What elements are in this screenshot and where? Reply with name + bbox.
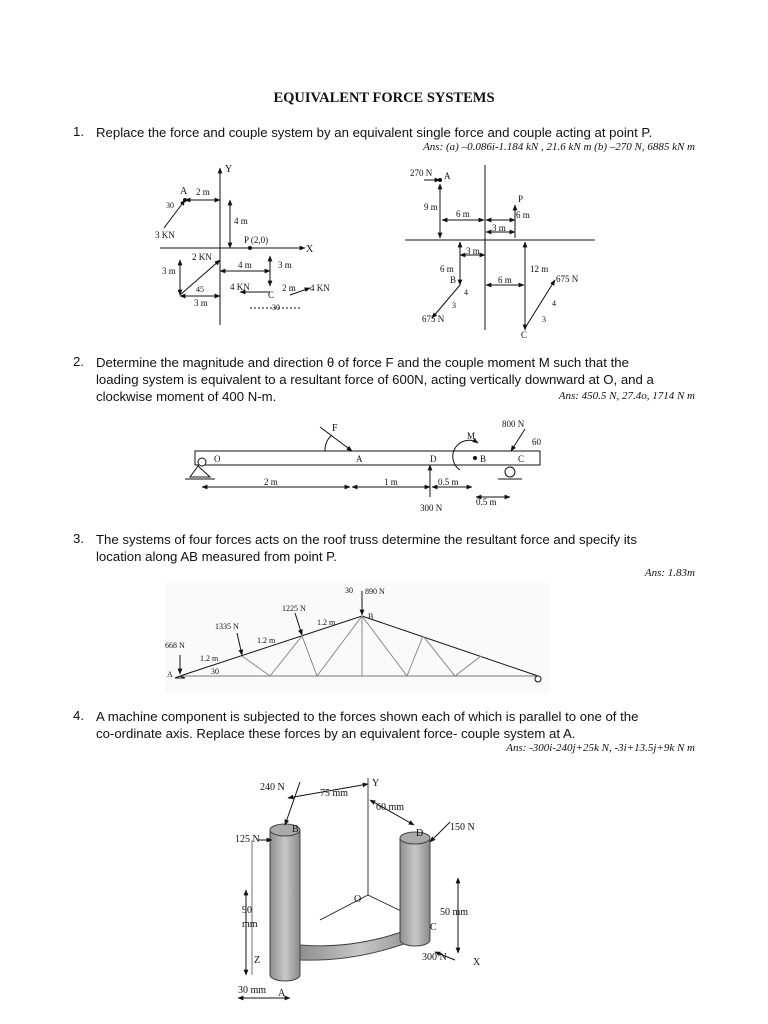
point-b-label: B	[480, 454, 487, 464]
axis-z-label: Z	[254, 955, 261, 966]
question-4-answer: Ans: -300i-240j+25k N, -3i+13.5j+9k N m	[506, 742, 695, 754]
dist-75-label: 75 mm	[320, 788, 349, 799]
force-3kn-label: 3 KN	[155, 230, 175, 240]
dist-4m-vertical: 4 m	[234, 216, 248, 226]
dist-05-a: 0.5 m	[438, 477, 459, 487]
question-1-number: 1.	[73, 124, 84, 139]
y-axis-label: Y	[225, 164, 233, 175]
force-4kn-right: 4 KN	[310, 283, 330, 293]
force-675-b: 675 N	[422, 314, 445, 324]
point-b-label: B	[368, 612, 374, 621]
dist-12-mid: 1.2 m	[257, 636, 276, 645]
dist-12-top: 1.2 m	[317, 618, 336, 627]
force-4kn-left: 4 KN	[230, 282, 250, 292]
point-c-label: C	[430, 922, 437, 933]
question-4-line-1: A machine component is subjected to the forces shown each of which is parallel to one of the	[96, 709, 639, 724]
angle-30b-label: 30	[272, 303, 280, 312]
dist-60-label: 60 mm	[376, 802, 405, 813]
figure-1a-force-system	[140, 160, 370, 330]
force-300-label: 300 N	[422, 952, 447, 963]
question-3-line-1: The systems of four forces acts on the roof truss determine the resultant force and specify its	[96, 532, 637, 547]
dist-12m-label: 12 m	[530, 264, 549, 274]
dist-90-label: 90	[242, 905, 252, 916]
dist-3m-bottom: 3 m	[194, 298, 208, 308]
dist-6m-p: 6 m	[516, 210, 530, 220]
force-890-label: 890 N	[365, 587, 385, 596]
point-p-label: P	[518, 194, 524, 204]
force-300-label: 300 N	[420, 503, 443, 513]
question-1-text: Replace the force and couple system by an equivalent single force and couple acting at point P.	[96, 125, 653, 140]
force-1225-label: 1225 N	[282, 604, 306, 613]
question-2-number: 2.	[73, 354, 84, 369]
dist-9m-label: 9 m	[424, 202, 438, 212]
point-d-label: D	[430, 454, 437, 464]
question-2-answer: Ans: 450.5 N, 27.4o, 1714 N m	[558, 390, 695, 402]
dist-3m-mid: 3 m	[466, 246, 480, 256]
question-3-line-2: location along AB measured from point P.	[96, 549, 337, 564]
force-675-c: 675 N	[556, 274, 579, 284]
figure-3-roof-truss	[165, 583, 550, 693]
point-a-label: A	[167, 670, 173, 679]
force-240-label: 240 N	[260, 782, 285, 793]
force-150-label: 150 N	[450, 822, 475, 833]
point-c-label: C	[518, 454, 525, 464]
force-30-label: 30	[345, 586, 353, 595]
question-3-answer: Ans: 1.83m	[644, 567, 695, 579]
beam-body	[195, 451, 540, 465]
dist-12-low: 1.2 m	[200, 654, 219, 663]
dist-1m-label: 1 m	[384, 477, 398, 487]
point-d-label: D	[416, 828, 424, 839]
point-b-label: B	[450, 275, 457, 285]
force-125-label: 125 N	[235, 834, 260, 845]
dist-3m-right: 3 m	[278, 260, 292, 270]
point-a-label: A	[278, 988, 286, 999]
slope-4-b: 4	[464, 288, 468, 297]
point-o-label: O	[354, 894, 362, 905]
dist-6m-b: 6 m	[440, 264, 454, 274]
figure-2-beam	[180, 415, 560, 520]
dist-2m-label: 2 m	[264, 477, 278, 487]
x-axis-label: X	[306, 244, 314, 255]
page-title: EQUIVALENT FORCE SYSTEMS	[273, 90, 495, 106]
force-2kn-label: 2 KN	[192, 252, 212, 262]
point-c-label: C	[268, 290, 275, 300]
question-1-answer: Ans: (a) –0.086i-1.184 kN , 21.6 kN m (b) –270 N, 6885 kN m	[423, 141, 695, 153]
angle-30-label: 30	[166, 201, 174, 210]
question-2-line-1: Determine the magnitude and direction θ of force F and the couple moment M such that the	[96, 355, 629, 370]
dist-6m-c: 6 m	[498, 275, 512, 285]
angle-30-label: 30	[211, 667, 219, 676]
question-4-line-2: co-ordinate axis. Replace these forces by an equivalent force- couple system at A.	[96, 726, 576, 741]
figure-4-machine-component	[230, 770, 510, 1015]
question-2-line-2: loading system is equivalent to a resultant force of 600N, acting vertically downward at O, and a	[96, 372, 654, 387]
axis-x-label: X	[473, 957, 481, 968]
dist-05-b: 0.5 m	[476, 497, 497, 507]
question-2-line-3: clockwise moment of 400 N-m.	[96, 389, 277, 404]
angle-60-label: 60	[532, 437, 541, 447]
point-o-label: O	[214, 454, 221, 464]
point-a-label: A	[444, 171, 451, 181]
force-1335-label: 1335 N	[215, 622, 239, 631]
dist-a-label: 2 m	[196, 187, 210, 197]
dist-3m-left: 3 m	[162, 266, 176, 276]
force-270-label: 270 N	[410, 168, 433, 178]
force-800-label: 800 N	[502, 419, 525, 429]
dist-50-label: 50 mm	[440, 907, 469, 918]
dist-2m-label: 2 m	[282, 283, 296, 293]
dist-90-unit: mm	[242, 919, 258, 930]
force-668-label: 668 N	[165, 641, 185, 650]
dist-3m-top: 3 m	[492, 223, 506, 233]
point-b-label: B	[292, 824, 299, 835]
point-p-label: P (2,0)	[244, 235, 269, 245]
dist-30-label: 30 mm	[238, 985, 267, 996]
question-3-number: 3.	[73, 531, 84, 546]
figure-1b-force-system	[400, 160, 600, 340]
point-a-label: A	[356, 454, 363, 464]
slope-3-c: 3	[542, 315, 546, 324]
slope-3-b: 3	[452, 301, 456, 310]
dist-4m-horizontal: 4 m	[238, 260, 252, 270]
slope-4-c: 4	[552, 299, 556, 308]
force-f-label: F	[332, 423, 338, 434]
moment-m-label: M	[467, 431, 476, 441]
point-c-label: C	[521, 330, 528, 340]
point-a-label: A	[180, 186, 188, 197]
question-4-number: 4.	[73, 708, 84, 723]
angle-45-label: 45	[196, 285, 204, 294]
dist-6m-a: 6 m	[456, 209, 470, 219]
axis-y-label: Y	[372, 778, 380, 789]
